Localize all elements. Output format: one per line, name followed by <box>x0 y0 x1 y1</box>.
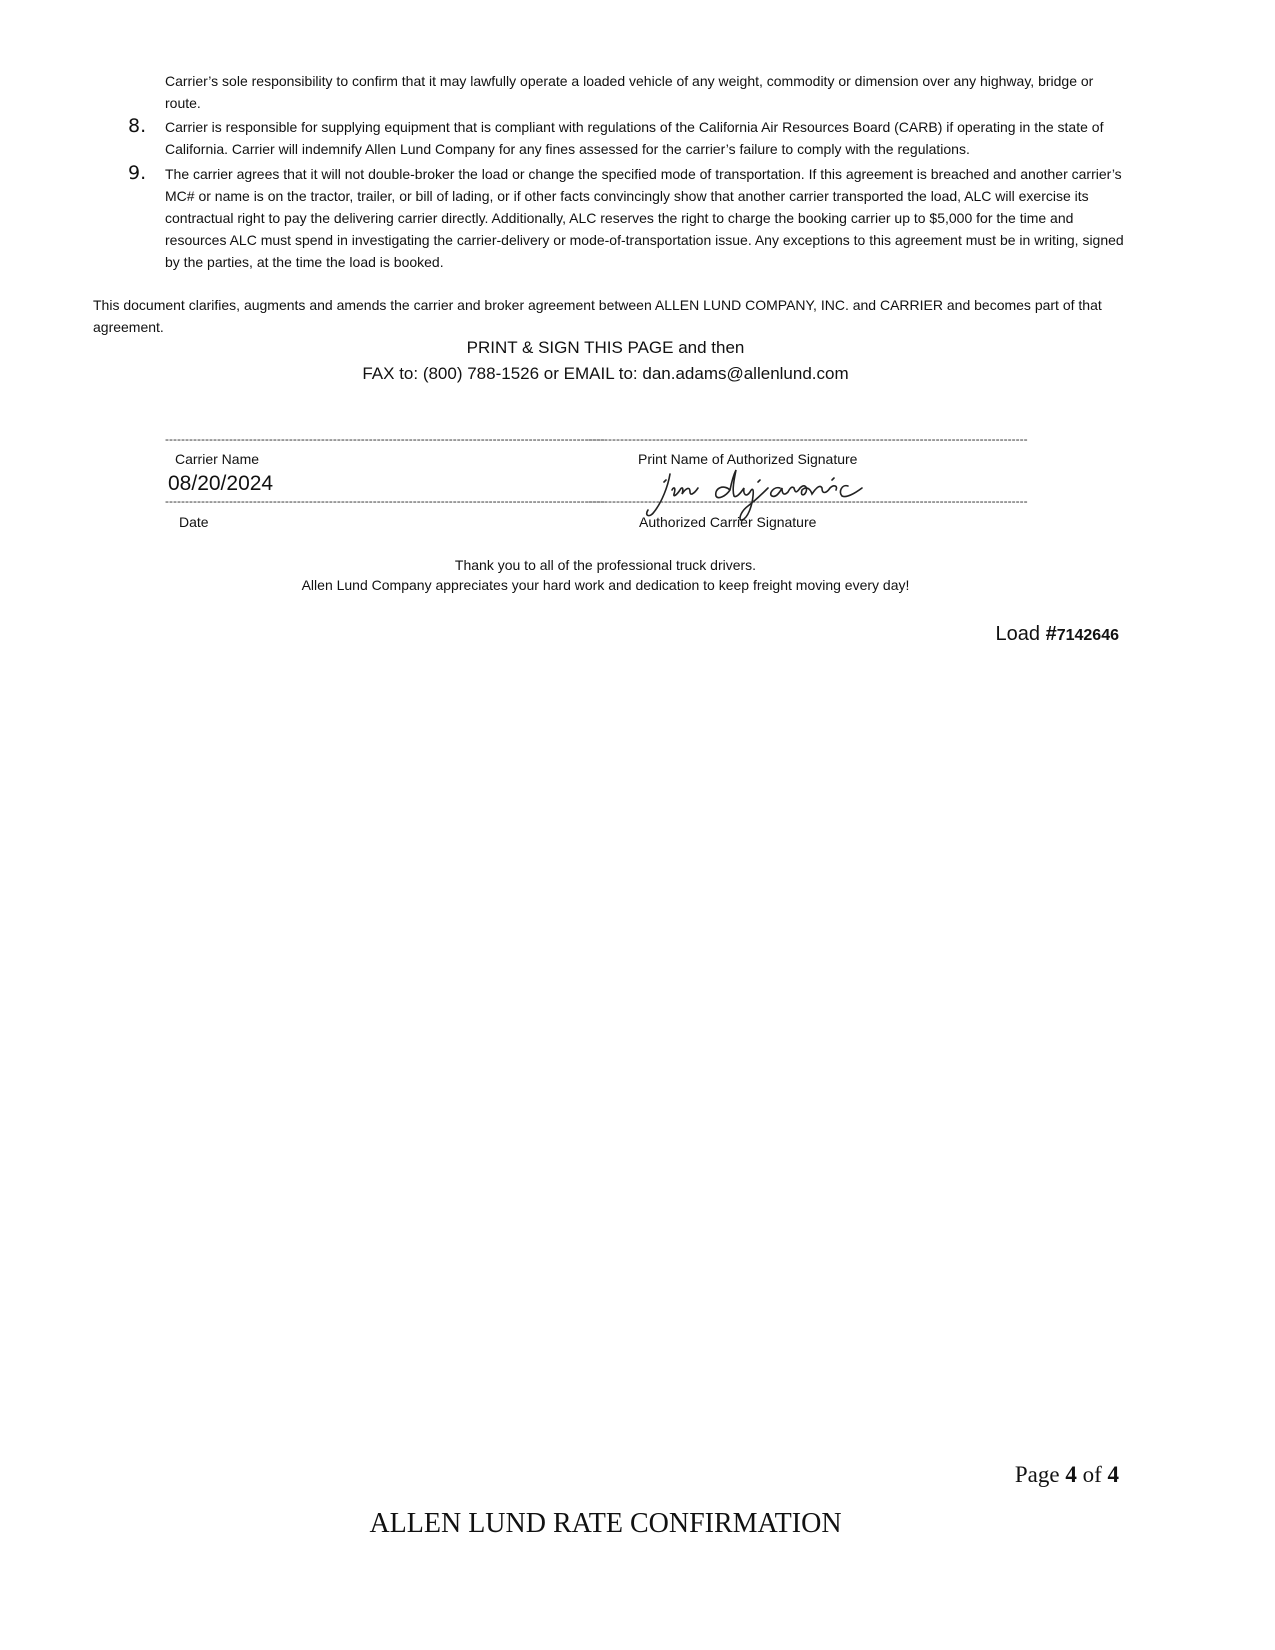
load-number <box>996 623 1119 646</box>
signature-line: -------------------------------------------------------------------------------------------------------------- <box>588 494 1028 508</box>
page-total: 4 <box>1107 1462 1119 1487</box>
item-number-8: 8. <box>128 115 147 137</box>
load-hash: # <box>1045 623 1057 645</box>
carrier-name-label: Carrier Name <box>175 451 260 467</box>
carrier-name-line: -------------------------------------------------------------------------------------------------------------- <box>165 432 605 446</box>
item-number-9: 9. <box>128 162 147 184</box>
print-name-label: Print Name of Authorized Signature <box>638 451 858 467</box>
page-of: of <box>1076 1462 1108 1487</box>
print-name-line: -------------------------------------------------------------------------------------------------------------- <box>588 432 1028 446</box>
date-line: -------------------------------------------------------------------------------------------------------------- <box>165 494 605 508</box>
thanks-line-2: Allen Lund Company appreciates your hard work and dedication to keep freight moving every day! <box>301 577 910 593</box>
item-text-9: The carrier agrees that it will not double-broker the load or change the specified mode of transportation. If this agreement is breached and another carrier’s MC# or name is on the tractor, trailer, or bill of lading, or if other facts convincingly show that another carrier transported the load, ALC will exercise its contractual right to pay the delivering carrier directly. Additionally, ALC reserves the right to charge the booking carrier up to $5,000 for the time and resources ALC must spend in investigating the carrier-delivery or mode-of-transportation issue. Any exceptions to this agreement must be in writing, signed by the parties, at the time the load is booked. <box>165 166 1124 270</box>
footer-title: ALLEN LUND RATE CONFIRMATION <box>369 1508 842 1539</box>
load-prefix: Load <box>995 623 1046 645</box>
terms-continued-text: Carrier’s sole responsibility to confirm that it may lawfully operate a loaded vehicle of any weight, commodity or dimension over any highway, bridge or route. <box>165 73 1094 111</box>
agreement-note: This document clarifies, augments and amends the carrier and broker agreement between ALLEN LUND COMPANY, INC. and CARRIER and becomes part of that agreement. <box>93 297 1102 335</box>
thanks-line-1: Thank you to all of the professional truck drivers. <box>454 557 757 573</box>
instructions-line-1: PRINT & SIGN THIS PAGE and then <box>466 338 745 357</box>
page-prefix: Page <box>1014 1462 1066 1487</box>
date-value: 08/20/2024 <box>168 472 274 495</box>
authorized-signature-label: Authorized Carrier Signature <box>639 514 817 530</box>
item-text-8: Carrier is responsible for supplying equipment that is compliant with regulations of the California Air Resources Board (CARB) if operating in the state of California. Carrier will indemnify Allen Lund Company for any fines assessed for the carrier’s failure to comply with the regulations. <box>165 119 1104 157</box>
page-current: 4 <box>1065 1462 1077 1487</box>
page-indicator <box>1015 1462 1119 1488</box>
date-label: Date <box>179 514 209 530</box>
load-number-value: 7142646 <box>1056 627 1119 644</box>
instructions-line-2: FAX to: (800) 788-1526 or EMAIL to: dan.adams@allenlund.com <box>362 364 849 383</box>
